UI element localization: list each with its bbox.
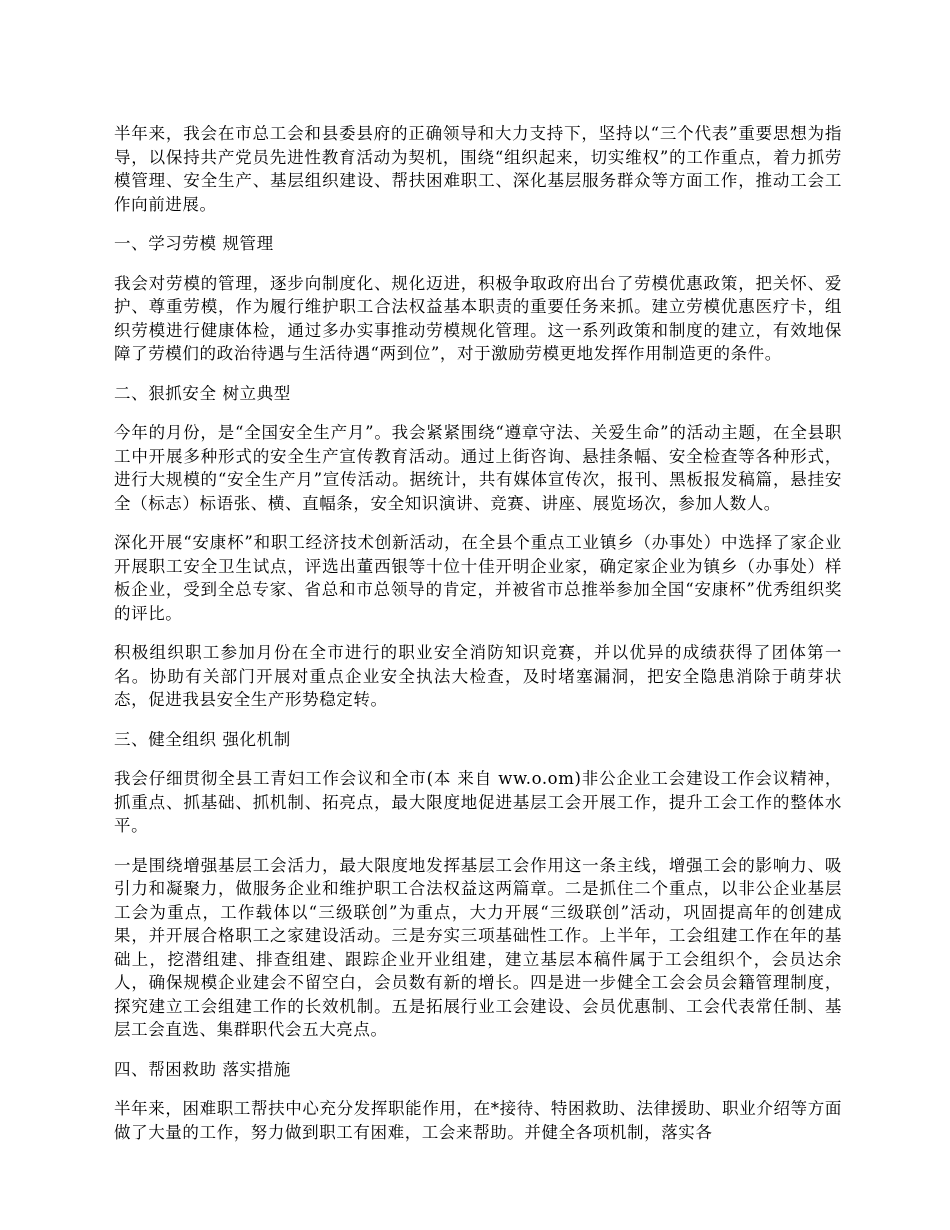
paragraph-safety-competition: 积极组织职工参加月份在全市进行的职业安全消防知识竞赛，并以优异的成绩获得了团体第一名。协助有关部门开展对重点企业安全执法大检查，及时堵塞漏洞，把安全隐患消除于萌芽状态，促进我县安全生产形势稳定转。 <box>114 643 842 709</box>
section-heading-2: 二、狠抓安全 树立典型 <box>114 383 291 403</box>
paragraph-five-points: 一是围绕增强基层工会活力，最大限度地发挥基层工会作用这一条主线，增强工会的影响力、吸引力和凝聚力，做服务企业和维护职工合法权益这两篇章。二是抓住二个重点，以非公企业基层工会为重点，工作载体以“三级联创”为重点，大力开展“三级联创”活动，巩固提高年的创建成果，并开展合格职工之家建设活动。三是夯实三项基础性工作。上半年，工会组建工作在年的基础上，挖潜组建、排查组建、跟踪企业开业组建，建立基层本稿件属于工会组织个，会员达余人，确保规模企业建会不留空白，会员数有新的增长。四是进一步健全工会会员会籍管理制度，探究建立工会组建工作的长效机制。五是拓展行业工会建设、会员优惠制、工会代表常任制、基层工会直选、集群职代会五大亮点。 <box>114 855 842 1039</box>
document-body <box>114 122 842 1160</box>
section-heading-3: 三、健全组织 强化机制 <box>114 729 291 749</box>
paragraph-model-worker-management: 我会对劳模的管理，逐步向制度化、规化迈进，积极争取政府出台了劳模优惠政策，把关怀、爱护、尊重劳模，作为履行维护职工合法权益基本职责的重要任务来抓。建立劳模优惠医疗卡，组织劳模进行健康体检，通过多办实事推动劳模规化管理。这一系列政策和制度的建立，有效地保障了劳模们的政治待遇与生活待遇“两到位”，对于激励劳模更地发挥作用制造更的条件。 <box>114 273 842 363</box>
paragraph-safety-month: 今年的月份，是“全国安全生产月”。我会紧紧围绕“遵章守法、关爱生命”的活动主题，在全县职工中开展多种形式的安全生产宣传教育活动。通过上街咨询、悬挂条幅、安全检查等各种形式，进行大规模的“安全生产月”宣传活动。据统计，共有媒体宣传次，报刊、黑板报发稿篇，悬挂安全（标志）标语张、横、直幅条，安全知识演讲、竞赛、讲座、展览场次，参加人数人。 <box>114 423 842 513</box>
section-heading-1: 一、学习劳模 规管理 <box>114 234 274 253</box>
paragraph-ankang-cup: 深化开展“安康杯”和职工经济技术创新活动，在全县个重点工业镇乡（办事处）中选择了家企业开展职工安全卫生试点，评选出董西银等十位十佳开明企业家，确定家企业为镇乡（办事处）样板企业，受到全总专家、省总和市总领导的肯定，并被省市总推举参加全国“安康杯”优秀组织奖的评比。 <box>114 533 842 623</box>
paragraph-intro: 半年来，我会在市总工会和县委县府的正确领导和大力支持下，坚持以“三个代表”重要思想为指导，以保持共产党员先进性教育活动为契机，围绕“组织起来，切实维权”的工作重点，着力抓劳模管理、安全生产、基层组织建设、帮扶困难职工、深化基层服务群众等方面工作，推动工会工作向前进展。 <box>114 124 842 214</box>
section-heading-4: 四、帮困救助 落实措施 <box>114 1059 291 1079</box>
paragraph-grassroots-union: 我会仔细贯彻全县工青妇工作会议和全市(本 来自 ww.o.om)非公企业工会建设工作会议精神，抓重点、抓基础、抓机制、拓亮点，最大限度地促进基层工会开展工作，提升工会工作的整体水平。 <box>114 769 842 835</box>
paragraph-assistance: 半年来，困难职工帮扶中心充分发挥职能作用，在*接待、特困救助、法律援助、职业介绍等方面做了大量的工作，努力做到职工有困难，工会来帮助。并健全各项机制，落实各 <box>114 1099 842 1142</box>
